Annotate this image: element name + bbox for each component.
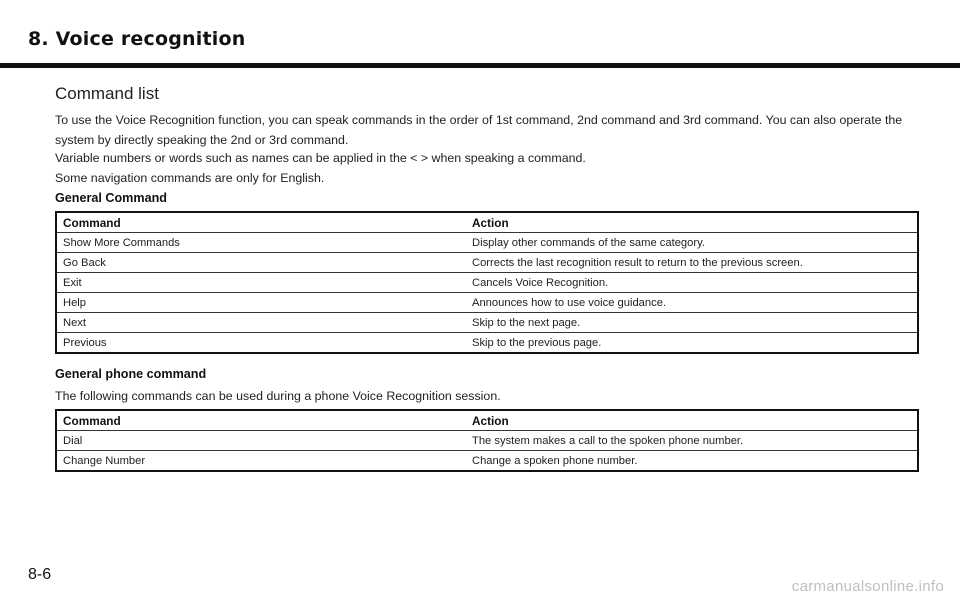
section-title: Command list [55, 84, 159, 103]
table-header-row [56, 410, 918, 431]
page-number: 8-6 [28, 566, 52, 583]
table-row [56, 313, 918, 333]
page-header-title: 8. Voice recognition [28, 28, 246, 50]
general-command-table [55, 211, 919, 354]
command-cell: Exit [56, 273, 466, 293]
command-cell: Change Number [56, 451, 466, 472]
column-header-command: Command [63, 413, 121, 428]
table-row [56, 273, 918, 293]
action-cell: Cancels Voice Recognition. [466, 273, 918, 293]
phone-command-table [55, 409, 919, 472]
command-cell: Next [56, 313, 466, 333]
action-cell: Skip to the previous page. [466, 333, 918, 354]
intro-paragraph: To use the Voice Recognition function, you can speak commands in the order of 1st command, 2nd command and 3rd command. You can also operate the system by directly speaking the 2nd or 3rd command. [55, 113, 903, 147]
table-row [56, 333, 918, 354]
column-header-action: Action [472, 413, 509, 428]
phone-command-heading: General phone command [55, 367, 207, 381]
table-row [56, 253, 918, 273]
table-row [56, 431, 918, 451]
table-header-row [56, 212, 918, 233]
action-cell: The system makes a call to the spoken phone number. [466, 431, 918, 451]
phone-command-intro: The following commands can be used during a phone Voice Recognition session. [55, 389, 501, 403]
variable-note-paragraph: Variable numbers or words such as names can be applied in the < > when speaking a command. [55, 151, 586, 165]
command-cell: Go Back [56, 253, 466, 273]
table-row [56, 233, 918, 253]
english-note-paragraph: Some navigation commands are only for English. [55, 171, 325, 185]
header-rule [0, 63, 960, 68]
column-header-action: Action [472, 215, 509, 230]
general-command-heading: General Command [55, 191, 167, 205]
table-row [56, 293, 918, 313]
command-cell: Help [56, 293, 466, 313]
command-cell: Previous [56, 333, 466, 354]
action-cell: Change a spoken phone number. [466, 451, 918, 472]
action-cell: Announces how to use voice guidance. [466, 293, 918, 313]
watermark-text: carmanualsonline.info [791, 578, 944, 595]
action-cell: Corrects the last recognition result to return to the previous screen. [466, 253, 918, 273]
table-row [56, 451, 918, 472]
action-cell: Skip to the next page. [466, 313, 918, 333]
command-cell: Dial [56, 431, 466, 451]
action-cell: Display other commands of the same category. [466, 233, 918, 253]
column-header-command: Command [63, 215, 121, 230]
command-cell: Show More Commands [56, 233, 466, 253]
